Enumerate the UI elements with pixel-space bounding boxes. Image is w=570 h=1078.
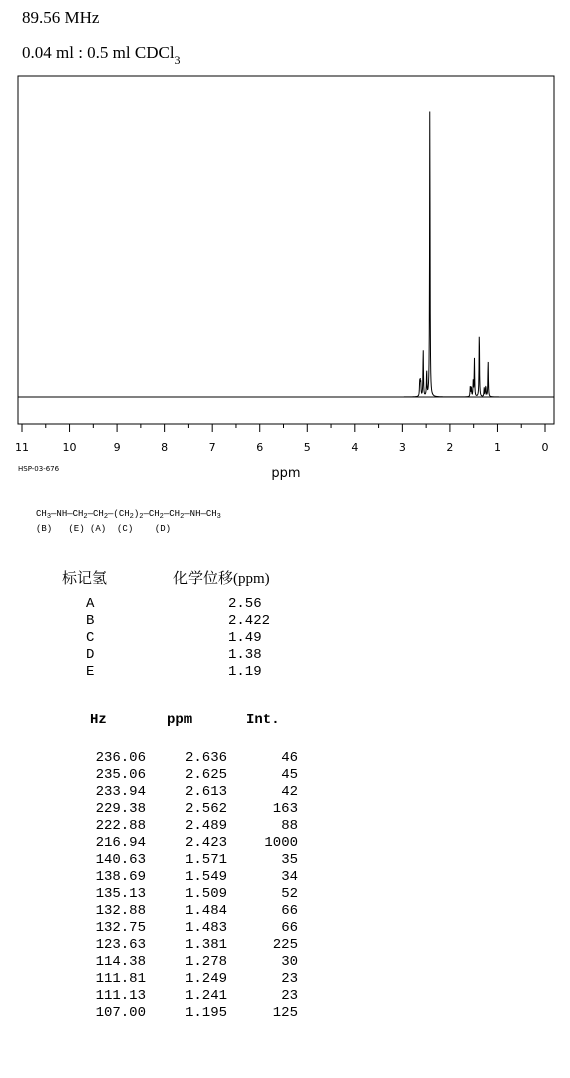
formula-segment: —(CH bbox=[108, 509, 130, 519]
formula-subscript: 3 bbox=[216, 513, 221, 521]
peak-int: 30 bbox=[281, 954, 298, 970]
peak-ppm: 1.484 bbox=[184, 903, 227, 919]
sample-subscript: 3 bbox=[174, 53, 181, 67]
formula-line bbox=[36, 508, 221, 523]
peak-int: 66 bbox=[281, 903, 298, 919]
assignment-shift: 2.56 bbox=[228, 596, 262, 612]
peak-int: 66 bbox=[281, 920, 298, 936]
formula-segment: —NH—CH bbox=[51, 509, 84, 519]
spectrum-id: HSP-03-676 bbox=[18, 465, 60, 473]
peak-ppm: 2.613 bbox=[184, 784, 227, 800]
formula-subscript: 2 bbox=[83, 513, 88, 521]
peak-hz: 123.63 bbox=[95, 937, 146, 953]
peak-hz: 236.06 bbox=[95, 750, 146, 766]
x-tick-label: 0 bbox=[541, 441, 549, 454]
formula-subscript: 2 bbox=[103, 513, 109, 521]
peak-ppm: 1.241 bbox=[184, 988, 227, 1004]
sample-text: 0.04 ml : 0.5 ml CDCl bbox=[22, 43, 175, 62]
peak-ppm: 1.381 bbox=[184, 937, 227, 953]
peak-hz: 111.13 bbox=[95, 988, 146, 1004]
peak-ppm: 1.509 bbox=[184, 886, 227, 902]
assignment-col-label-header: 标记氢 bbox=[62, 571, 108, 587]
peak-int: 23 bbox=[281, 988, 298, 1004]
x-tick-label: 11 bbox=[15, 441, 29, 454]
peak-col-ppm: ppm bbox=[167, 712, 193, 728]
structural-formula bbox=[36, 508, 221, 535]
formula-group-labels: (B) (E) (A) (C) (D) bbox=[36, 524, 172, 534]
formula-segment: ) bbox=[133, 509, 140, 519]
peak-int: 163 bbox=[272, 801, 298, 817]
peak-ppm: 1.483 bbox=[184, 920, 227, 936]
x-axis-ticks bbox=[22, 424, 545, 432]
peak-ppm: 1.195 bbox=[184, 1005, 227, 1021]
peak-hz: 132.75 bbox=[95, 920, 146, 936]
peak-ppm: 2.636 bbox=[184, 750, 227, 766]
x-tick-label: 7 bbox=[208, 441, 216, 454]
peak-int: 42 bbox=[281, 784, 298, 800]
peak-int: 1000 bbox=[264, 835, 298, 851]
x-tick-label: 9 bbox=[113, 441, 121, 454]
peak-int: 34 bbox=[281, 869, 298, 885]
spectrometer-frequency: 89.56 MHz bbox=[22, 8, 100, 27]
x-axis-tick-labels bbox=[15, 441, 549, 454]
plot-frame bbox=[18, 76, 554, 424]
x-tick-label: 6 bbox=[256, 441, 264, 454]
peak-int: 225 bbox=[272, 937, 298, 953]
peak-hz: 132.88 bbox=[95, 903, 146, 919]
assignment-col-shift-header: 化学位移(ppm) bbox=[173, 571, 270, 587]
peak-int: 35 bbox=[281, 852, 298, 868]
peak-hz: 135.13 bbox=[95, 886, 146, 902]
peak-int: 88 bbox=[281, 818, 298, 834]
peak-ppm: 2.625 bbox=[184, 767, 227, 783]
nmr-spectrum-chart bbox=[0, 0, 570, 480]
peak-int: 23 bbox=[281, 971, 298, 987]
x-tick-label: 3 bbox=[398, 441, 406, 454]
x-axis-label: ppm bbox=[271, 466, 301, 480]
x-tick-label: 8 bbox=[161, 441, 169, 454]
formula-subscript: 2 bbox=[159, 513, 164, 521]
peak-ppm: 2.489 bbox=[184, 818, 227, 834]
peak-ppm: 1.571 bbox=[184, 852, 227, 868]
assignment-shift: 1.38 bbox=[228, 647, 262, 663]
x-tick-label: 10 bbox=[62, 441, 77, 454]
x-tick-label: 1 bbox=[493, 441, 501, 454]
peak-ppm: 2.423 bbox=[184, 835, 227, 851]
x-tick-label: 4 bbox=[351, 441, 359, 454]
peak-ppm: 1.278 bbox=[184, 954, 227, 970]
peak-int: 52 bbox=[281, 886, 298, 902]
peak-int: 46 bbox=[281, 750, 298, 766]
peak-hz: 107.00 bbox=[95, 1005, 146, 1021]
assignment-label: A bbox=[86, 596, 95, 612]
formula-subscript: 3 bbox=[46, 513, 52, 521]
assignment-label: C bbox=[86, 630, 95, 646]
formula-segment: CH bbox=[36, 509, 47, 519]
peak-col-int: Int. bbox=[246, 712, 280, 728]
assignment-label: B bbox=[86, 613, 95, 629]
x-tick-label: 5 bbox=[303, 441, 311, 454]
formula-segment: —NH—CH bbox=[184, 509, 217, 519]
peak-int: 125 bbox=[272, 1005, 298, 1021]
assignment-shift: 2.422 bbox=[228, 613, 271, 629]
peak-int: 45 bbox=[281, 767, 298, 783]
peak-ppm: 1.249 bbox=[184, 971, 227, 987]
assignment-shift: 1.49 bbox=[228, 630, 262, 646]
assignment-shift: 1.19 bbox=[228, 664, 262, 680]
peak-ppm: 2.562 bbox=[184, 801, 227, 817]
peak-hz: 216.94 bbox=[95, 835, 146, 851]
peak-hz: 140.63 bbox=[95, 852, 146, 868]
x-tick-label: 2 bbox=[446, 441, 454, 454]
peak-hz: 114.38 bbox=[95, 954, 146, 970]
assignment-label: E bbox=[86, 664, 95, 680]
formula-subscript: 2 bbox=[139, 513, 144, 521]
assignment-label: D bbox=[86, 647, 95, 663]
formula-segment: —CH bbox=[163, 509, 181, 519]
formula-subscript: 2 bbox=[129, 513, 134, 521]
formula-segment: —CH bbox=[143, 509, 160, 519]
peak-hz: 138.69 bbox=[95, 869, 146, 885]
peak-hz: 235.06 bbox=[95, 767, 146, 783]
peak-ppm: 1.549 bbox=[184, 869, 227, 885]
peak-col-hz: Hz bbox=[90, 712, 107, 728]
peak-hz: 222.88 bbox=[95, 818, 146, 834]
peak-hz: 111.81 bbox=[95, 971, 146, 987]
spectrum-trace bbox=[22, 112, 545, 397]
formula-subscript: 2 bbox=[180, 513, 185, 521]
peak-hz: 233.94 bbox=[95, 784, 146, 800]
peak-hz: 229.38 bbox=[95, 801, 146, 817]
formula-segment: —CH bbox=[87, 509, 104, 519]
